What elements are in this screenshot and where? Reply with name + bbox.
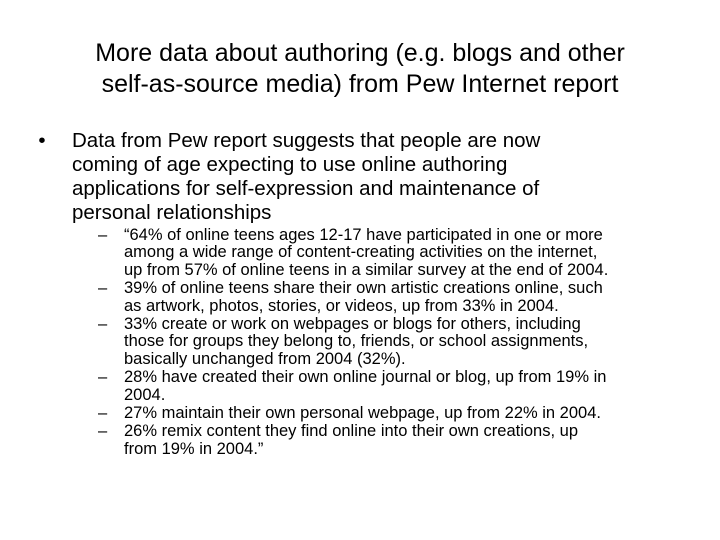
sub-bullet-line: as artwork, photos, stories, or videos, up from 33% in 2004. xyxy=(124,296,559,315)
sub-bullet-2 xyxy=(98,280,700,315)
sub-bullet-list xyxy=(30,227,700,458)
bullet-line-2: coming of age expecting to use online authoring xyxy=(72,153,508,176)
bullet-line-1: Data from Pew report suggests that people are now xyxy=(72,129,541,152)
sub-bullet-dash: – xyxy=(98,422,108,441)
bullet-marker: • xyxy=(38,129,46,152)
slide-title xyxy=(40,38,680,100)
title-line-2: self-as-source media) from Pew Internet report xyxy=(101,70,619,98)
sub-bullet-line: 39% of online teens share their own artistic creations online, such xyxy=(124,279,603,298)
sub-bullet-line: those for groups they belong to, friends, or school assignments, xyxy=(124,332,589,351)
sub-bullet-6 xyxy=(98,423,700,458)
sub-bullet-line: among a wide range of content-creating activities on the internet, xyxy=(124,243,598,262)
sub-bullet-dash: – xyxy=(98,368,108,387)
sub-bullet-dash: – xyxy=(98,226,108,244)
slide-body xyxy=(30,129,700,459)
sub-bullet-line: 33% create or work on webpages or blogs for others, including xyxy=(124,315,581,334)
sub-bullet-4 xyxy=(98,369,700,404)
bullet-line-3: applications for self-expression and maintenance of xyxy=(72,177,540,200)
sub-bullet-line: 2004. xyxy=(124,385,166,404)
sub-bullet-line: 26% remix content they find online into their own creations, up xyxy=(124,422,579,441)
sub-bullet-line: “64% of online teens ages 12-17 have participated in one or more xyxy=(124,226,603,244)
title-line-1: More data about authoring (e.g. blogs and other xyxy=(95,39,625,67)
sub-bullet-line: from 19% in 2004.” xyxy=(124,439,264,458)
sub-bullet-5 xyxy=(98,405,700,422)
sub-bullet-line: 27% maintain their own personal webpage, up from 22% in 2004. xyxy=(124,404,601,423)
sub-bullet-dash: – xyxy=(98,279,108,298)
sub-bullet-line: basically unchanged from 2004 (32%). xyxy=(124,349,406,368)
sub-bullet-1 xyxy=(98,227,700,279)
sub-bullet-line: 28% have created their own online journal or blog, up from 19% in xyxy=(124,368,607,387)
sub-bullet-dash: – xyxy=(98,404,108,423)
bullet-line-4: personal relationships xyxy=(72,201,272,224)
sub-bullet-dash: – xyxy=(98,315,108,334)
sub-bullet-3 xyxy=(98,316,700,368)
main-bullet xyxy=(30,129,700,225)
sub-bullet-line: up from 57% of online teens in a similar survey at the end of 2004. xyxy=(124,260,609,279)
